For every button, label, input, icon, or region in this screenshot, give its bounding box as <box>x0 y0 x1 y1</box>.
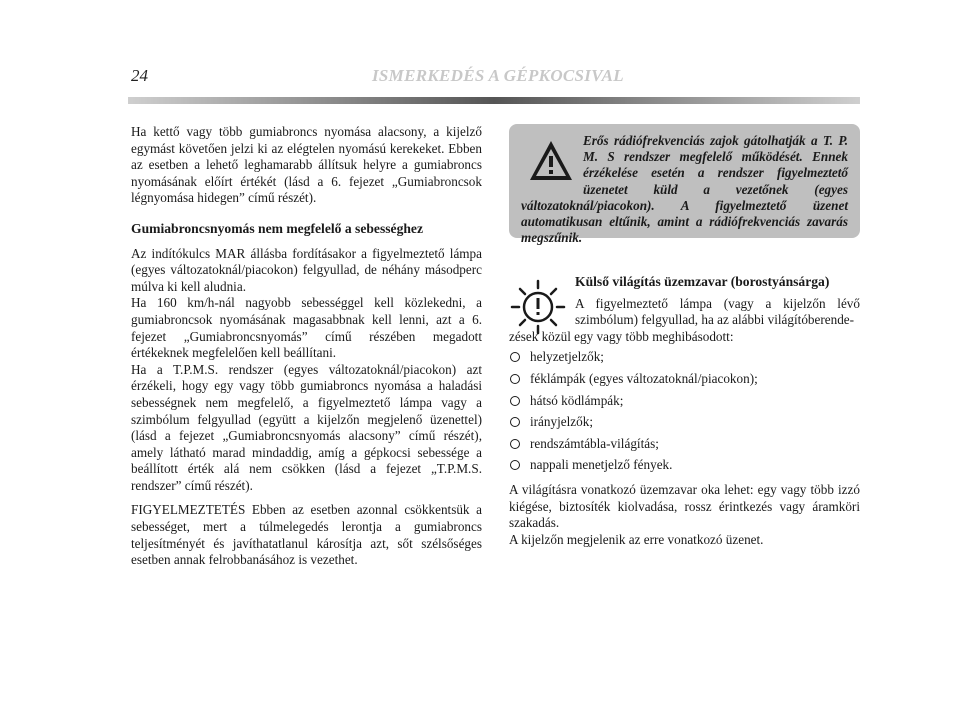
paragraph-caution: FIGYELMEZTETÉS Ebben az esetben azonnal csökkentsük a sebességet, mert a túlmelegedés lerontja a gumiabroncs teljesítményét és javíthatatlanul károsítja azt, sőt szélsőséges esetben annak felrobbanásához is vezethet. <box>131 502 482 568</box>
faulty-lights-list <box>509 349 860 474</box>
paragraph-low-pressure: Ha kettő vagy több gumiabroncs nyomása alacsony, a kijelző egymást követően jelzi ki az elégtelen nyomású kerekeket. Ebben az esetben a lehető leghamarabb állítsuk helyre a gumiabroncs nyomásának előírt értékét (lásd a 6. fejezet „Gumiabroncsok légnyomása hidegen” című részét). <box>131 124 482 206</box>
paragraph-ignition: Az indítókulcs MAR állásba fordításakor a figyelmeztető lámpa (egyes változatoknál/piacokon) felgyullad, de néhány másodperc múlva ki kell aludnia. <box>131 245 482 294</box>
bullet-icon <box>510 460 520 470</box>
exterior-light-intro: A figyelmeztető lámpa (vagy a kijelzőn lévő szimbólum) felgyullad, ha az alábbi világítóberende- <box>575 295 860 328</box>
chapter-title: ISMERKEDÉS A GÉPKOCSIVAL <box>372 66 624 85</box>
page-number: 24 <box>131 66 148 85</box>
list-item: helyzetjelzők; <box>509 349 860 366</box>
exterior-light-heading: Külső világítás üzemzavar (borostyánsárga) <box>575 274 830 289</box>
list-item: féklámpák (egyes változatoknál/piacokon); <box>509 371 860 388</box>
exterior-light-intro-cont: zések közül egy vagy több meghibásodott: <box>509 328 734 344</box>
exterior-light-failure-icon <box>509 278 567 336</box>
bullet-icon <box>510 396 520 406</box>
list-item: irányjelzők; <box>509 414 860 431</box>
bullet-icon <box>510 374 520 384</box>
header-divider <box>128 97 860 104</box>
exterior-light-cause: A világításra vonatkozó üzemzavar oka lehet: egy vagy több izzó kiégése, biztosíték kiolvadása, rossz érintkezés vagy áramköri szakadás. <box>509 481 860 531</box>
bullet-icon <box>510 352 520 362</box>
rf-warning-box <box>509 124 860 246</box>
exterior-light-section <box>509 274 860 548</box>
rf-warning-text: Erős rádiófrekvenciás zajok gátolhatják a T. P. M. S rendszer megfelelő működését. Ennek érzékelése esetén a rendszer figyelmeztető üzenetet küld a vezetőnek (egyes változatoknál/piacokon). A figyelmeztető üzenet automatikusan eltűnik, amint a rádiófrekvenciás zavarás megszűnik. <box>521 133 848 246</box>
left-column <box>131 124 482 577</box>
list-item: nappali menetjelző fények. <box>509 457 860 474</box>
bullet-icon <box>510 417 520 427</box>
section-heading-speed-pressure: Gumiabroncsnyomás nem megfelelő a sebességhez <box>131 220 423 236</box>
exterior-light-message: A kijelzőn megjelenik az erre vonatkozó üzenet. <box>509 531 764 547</box>
paragraph-tpms-detect: Ha a T.P.M.S. rendszer (egyes változatoknál/piacokon) azt érzékeli, hogy egy vagy több gumiabroncs nyomása a haladási sebességnek nem megfelelő, a figyelmeztető lámpa vagy a szimbólum felgyullad (együtt a kijelzőn megjelenő üzenettel) (lásd a fejezet „Gumiabroncsnyomás alacsony” című részét), amely látható marad mindaddig, amíg a gépkocsi sebessége a beállított érték alá nem csökken (lásd a fejezet „T.P.M.S. rendszer” című részét). <box>131 361 482 493</box>
warning-triangle-icon <box>527 137 575 185</box>
list-item: rendszámtábla-világítás; <box>509 436 860 453</box>
paragraph-high-speed: Ha 160 km/h-nál nagyobb sebességgel kell közlekedni, a gumiabroncsok nyomásának magasabbnak kell lenni, azt a 6. fejezet „Gumiabroncsnyomás” című részében megadott értékeknek megfelelően kell beállítani. <box>131 295 482 361</box>
bullet-icon <box>510 439 520 449</box>
list-item: hátsó ködlámpák; <box>509 393 860 410</box>
